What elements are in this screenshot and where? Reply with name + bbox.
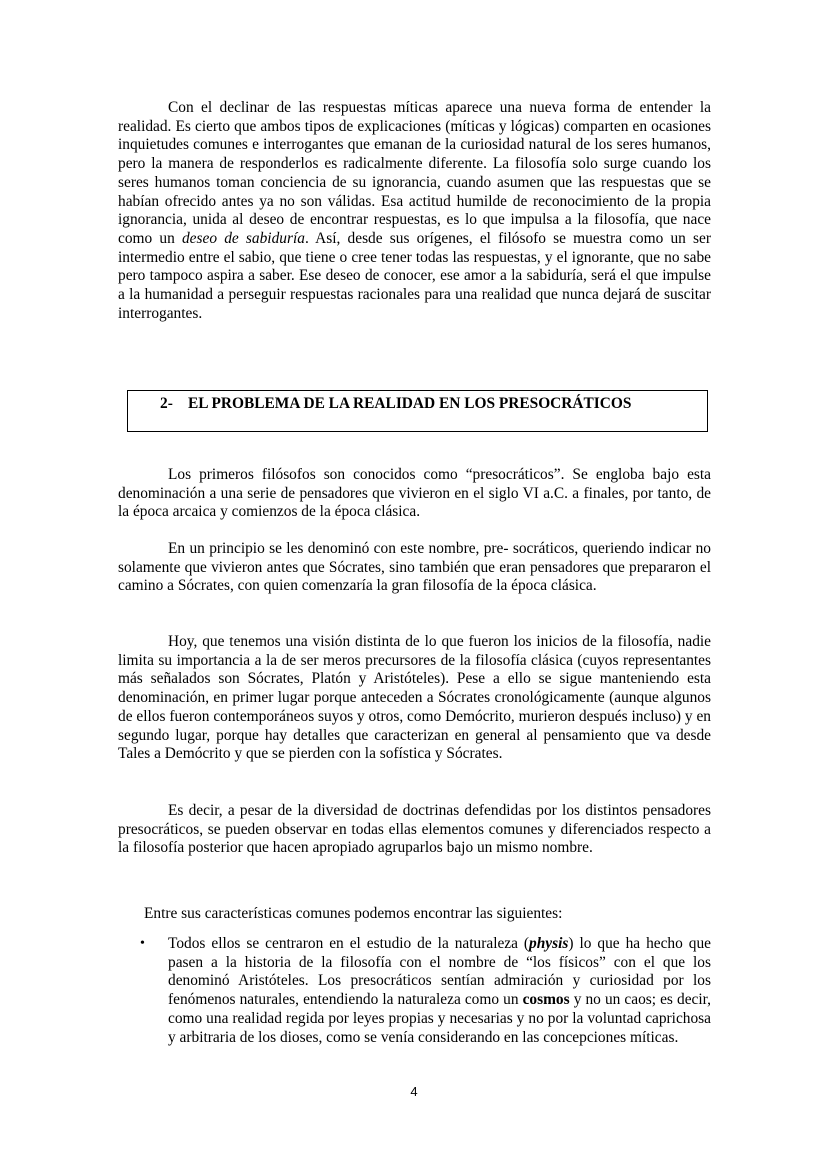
cosmos-term: cosmos [522, 991, 570, 1009]
section-heading-box [127, 390, 708, 432]
paragraph-name-origin: En un principio se les denominó con este nombre, pre- socráticos, queriendo indicar no solamente que vivieron antes que Sócrates, sino también que eran pensadores que prepararon el camino a Sócrates, con quien comenzaría la gran filosofía de la época clásica. [118, 540, 711, 595]
bullet-icon: • [140, 936, 145, 951]
paragraph-text: Con el declinar de las respuestas míticas aparece una nueva forma de entender la realidad. Es cierto que ambos tipos de explicaciones (míticas y lógicas) comparten en ocasiones inquietudes comunes e interrogantes que emanan de la curiosidad natural de los seres humanos, pero la manera de responderlos es radicalmente diferente. La filosofía solo surge cuando los seres humanos toman conciencia de su ignorancia, cuando asumen que las respuestas que se habían ofrecido antes ya no son válidas. Esa actitud humilde de reconocimiento de la propia ignorancia, unida al deseo de encontrar respuestas, es lo que impulsa a la filosofía, que nace como un [118, 99, 711, 247]
section-heading [160, 395, 631, 413]
paragraph-characteristics-intro: Entre sus características comunes podemos encontrar las siguientes: [144, 905, 563, 922]
list-text: ) lo que ha hecho que pasen a la historia de la filosofía con el nombre de “los físicos” con el que los denominó Aristóteles. Los presocráticos sentían admiración y curiosidad por los fenómenos naturales, entendiendo la naturaleza como un [168, 935, 711, 1009]
paragraph-current-view: Hoy, que tenemos una visión distinta de lo que fueron los inicios de la filosofía, nadie limita su importancia a la de ser meros precursores de la filosofía clásica (cuyos representantes más señalados son Sócrates, Platón y Aristóteles). Pese a ello se sigue manteniendo esta denominación, en primer lugar porque anteceden a Sócrates cronológicamente (aunque algunos de ellos fueron contemporáneos suyos y otros, como Demócrito, murieron después incluso) y en segundo lugar, porque hay detalles que caracterizan en general al pensamiento que va desde Tales a Demócrito y que se pierden con la sofística y Sócrates. [118, 633, 711, 763]
paragraph-presocratics-intro: Los primeros filósofos son conocidos como “presocráticos”. Se engloba bajo esta denominación a una serie de pensadores que vivieron en el siglo VI a.C. a finales, por tanto, de la época arcaica y comienzos de la época clásica. [118, 466, 711, 521]
paragraph-text: . Así, desde sus orígenes, el filósofo se muestra como un ser intermedio entre el sabio, que tiene o cree tener todas las respuestas, y el ignorante, que no sabe pero tampoco aspira a saber. Ese deseo de conocer, ese amor a la sabiduría, será el que impulse a la humanidad a perseguir respuestas racionales para una realidad que nunca dejará de suscitar interrogantes. [118, 229, 712, 322]
page-number: 4 [410, 1084, 418, 1099]
paragraph-mythic-decline [118, 99, 711, 323]
list-text: Todos ellos se centraron en el estudio de la naturaleza ( [168, 935, 530, 952]
emphasis-text: deseo de sabiduría [181, 229, 305, 247]
physis-term: physis [529, 935, 569, 952]
list-text: y no un caos; es decir, como una realidad regida por leyes propias y necesarias y no por la voluntad caprichosa y arbitraria de los dioses, como se venía considerando en las concepciones míticas. [168, 991, 711, 1046]
paragraph-common-elements: Es decir, a pesar de la diversidad de doctrinas defendidas por los distintos pensadores presocráticos, se pueden observar en todas ellas elementos comunes y diferenciados respecto a la filosofía posterior que hacen apropiado agruparlos bajo un mismo nombre. [118, 802, 711, 857]
section-title: EL PROBLEMA DE LA REALIDAD EN LOS PRESOCRÁTICOS [188, 395, 632, 412]
section-number: 2- [160, 395, 173, 412]
list-item-text [168, 935, 711, 1047]
